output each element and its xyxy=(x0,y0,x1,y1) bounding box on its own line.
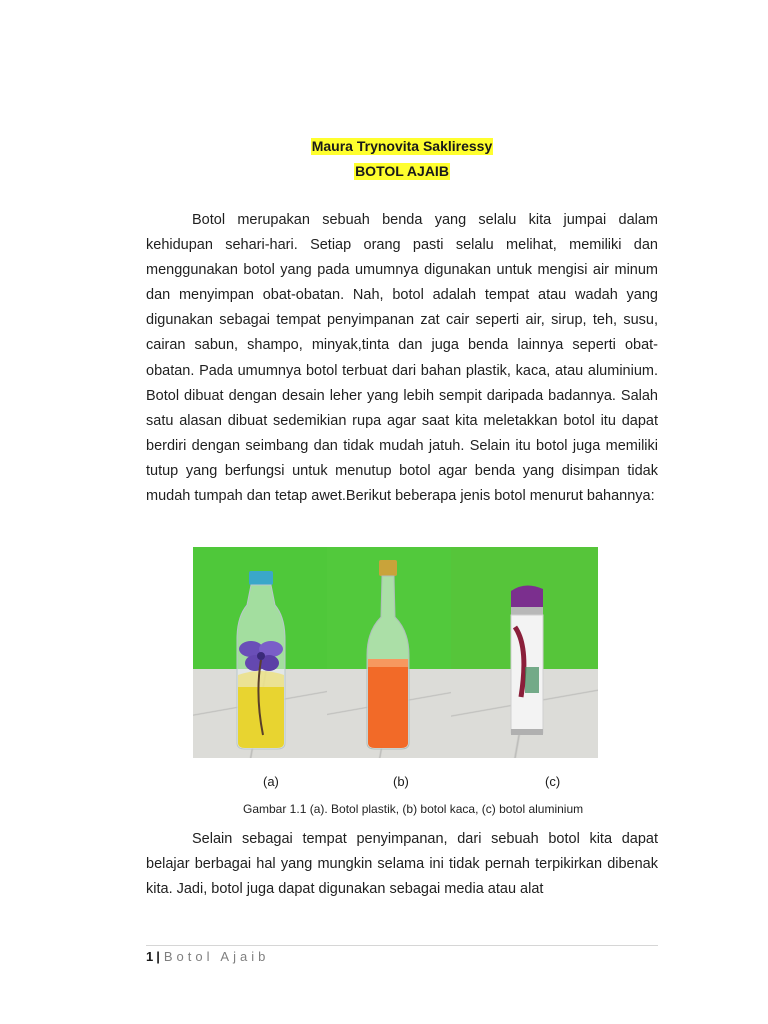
figure-caption: Gambar 1.1 (a). Botol plastik, (b) botol kaca, (c) botol aluminium xyxy=(243,802,584,816)
glass-bottle-photo xyxy=(327,547,451,758)
plastic-bottle-photo xyxy=(193,547,327,758)
title-block xyxy=(146,138,658,188)
footer-separator: | xyxy=(156,949,160,964)
page-number: 1 xyxy=(146,949,154,964)
figure-label-a: (a) xyxy=(263,774,279,789)
aluminium-can-photo xyxy=(451,547,598,758)
author-name: Maura Trynovita Sakliressy xyxy=(311,138,493,154)
paragraph-intro: Botol merupakan sebuah benda yang selalu kita jumpai dalam kehidupan sehari-hari. Setiap orang pasti selalu melihat, memiliki dan menggunakan botol yang pada umumnya digunakan untuk mengisi air minum dan menyimpan obat-obatan. Nah, botol adalah tempat atau wadah yang digunakan sebagai tempat penyimpanan zat cair seperti air, sirup, teh, susu, cairan sabun, shampo, minyak,tinta dan juga benda lainnya seperti obat-obatan. Pada umumnya botol terbuat dari bahan plastik, kaca, atau aluminium. Botol dibuat dengan desain leher yang lebih sempit daripada badannya. Salah satu alasan dibuat sedemikian rupa agar saat kita meletakkan botol itu dapat berdiri dengan seimbang dan tidak mudah jatuh. Selain itu botol juga memiliki tutup yang berfungsi untuk menutup botol agar benda yang disimpan tidak mudah tumpah dan tetap awet.Berikut beberapa jenis botol menurut bahannya: xyxy=(146,212,658,505)
figure-label-b: (b) xyxy=(393,774,409,789)
footer-divider xyxy=(146,945,658,946)
page-footer xyxy=(146,949,269,964)
document-title: BOTOL AJAIB xyxy=(355,163,449,179)
figure-label-c: (c) xyxy=(545,774,561,789)
footer-running-title: Botol Ajaib xyxy=(163,949,270,964)
bottle-figure xyxy=(193,547,598,758)
paragraph-continued: Selain sebagai tempat penyimpanan, dari sebuah botol kita dapat belajar berbagai hal yang mungkin selama ini tidak pernah terpikirkan dibenak kita. Jadi, botol juga dapat digunakan sebagai media atau alat xyxy=(146,831,658,898)
